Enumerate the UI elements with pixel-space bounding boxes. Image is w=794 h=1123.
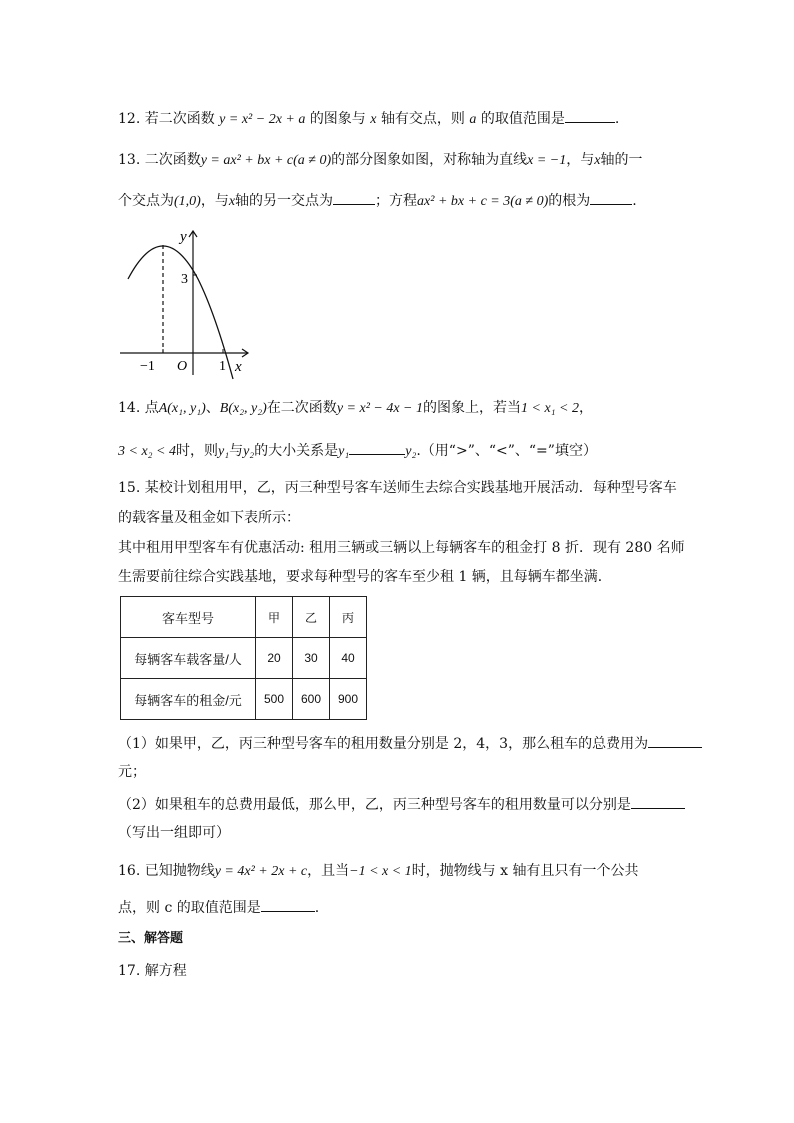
question-15-part-1-unit: 元；: [118, 764, 146, 780]
table-header-cell: 甲: [256, 597, 293, 638]
q12-formula: y = x² − 2x + a: [219, 112, 306, 127]
tick-label-1: 1: [219, 359, 226, 374]
q14-answer-blank[interactable]: [349, 440, 405, 455]
question-15-part-2-note: （写出一组即可）: [118, 825, 230, 841]
q13-answer-blank-2[interactable]: [590, 190, 632, 205]
y-axis-label: y: [180, 229, 187, 245]
table-cell: 每辆客车载客量/人: [121, 638, 256, 679]
table-header-cell: 丙: [330, 597, 367, 638]
table-cell: 900: [330, 679, 367, 720]
q13-point: (1,0): [174, 194, 201, 209]
table-cell: 500: [256, 679, 293, 720]
table-row: [121, 679, 367, 720]
q16-parabola: y = 4x² + 2x + c: [214, 864, 308, 879]
q12-number: 12.: [118, 111, 141, 127]
question-13-line-2: 个交点为(1,0)，与x轴的另一交点为 ；方程ax² + bx + c = 3(a ≠ 0)的根为 .: [118, 190, 637, 212]
table-cell: 20: [256, 638, 293, 679]
question-15-line-4: 生需要前往综合实践基地，要求每种型号的客车至少租 1 辆，且每辆车都坐满．: [118, 569, 612, 585]
table-row: [121, 597, 367, 638]
q14-function: y = x² − 4x − 1: [336, 401, 423, 416]
q13-equation: ax² + bx + c = 3(a ≠ 0): [417, 194, 549, 209]
q16-answer-blank[interactable]: [261, 897, 315, 912]
q14-point-b: B(x₂, y₂): [219, 401, 267, 416]
table-header-cell: 乙: [293, 597, 330, 638]
question-15-part-1: （1）如果甲，乙，丙三种型号客车的租用数量分别是 2，4，3，那么租车的总费用为: [118, 733, 702, 754]
question-12: 12. 若二次函数 y = x² − 2x + a 的图象与 x 轴有交点，则 a 的取值范围是 .: [118, 108, 619, 130]
q12-text: 若二次函数: [144, 111, 215, 127]
tick-label-neg1: −1: [140, 359, 155, 374]
q13-function: y = ax² + bx + c(a ≠ 0): [200, 153, 332, 168]
q12-text: 的取值范围是: [480, 111, 565, 127]
table-cell: 30: [293, 638, 330, 679]
table-row: [121, 638, 367, 679]
question-14-line-2: 3 < x₂ < 4时，则y₁与y₂的大小关系是y₁ y₂.（用“>”、“<”、“=”填空）: [118, 440, 597, 462]
question-15-line-2: 的载客量及租金如下表所示：: [118, 510, 300, 526]
question-15-line-1: 15. 某校计划租用甲，乙，丙三种型号客车送师生去综合实践基地开展活动．每种型号客车: [118, 480, 677, 496]
table-cell: 每辆客车的租金/元: [121, 679, 256, 720]
question-16-line-1: 16. 已知抛物线y = 4x² + 2x + c，且当−1 < x < 1时，抛物线与 x 轴有且只有一个公共: [118, 863, 639, 879]
question-13-line-1: 13. 二次函数y = ax² + bx + c(a ≠ 0)的部分图象如图，对称轴为直线x = −1，与x轴的一: [118, 152, 643, 168]
q12-var-a: a: [469, 112, 477, 127]
x-axis-label: x: [235, 359, 242, 375]
question-15-line-3: 其中租用甲型客车有优惠活动: 租用三辆或三辆以上每辆客车的租金打 8 折．现有 280 名师: [118, 540, 685, 556]
section-heading: 三、解答题: [118, 931, 184, 946]
q12-answer-blank[interactable]: [565, 108, 615, 123]
q15-answer-blank-2[interactable]: [631, 794, 685, 809]
table-header-cell: 客车型号: [121, 597, 256, 638]
table-cell: 600: [293, 679, 330, 720]
tick-label-3: 3: [181, 272, 188, 287]
bus-rental-table: [120, 596, 367, 720]
q12-var-x: x: [370, 112, 377, 127]
q12-text: 轴有交点，则: [380, 111, 465, 127]
question-15-part-2: （2）如果租车的总费用最低，那么甲，乙，丙三种型号客车的租用数量可以分别是: [118, 794, 685, 815]
q14-point-a: A(x₁, y₁): [158, 401, 206, 416]
origin-label: O: [177, 359, 188, 374]
q12-text: 的图象与: [309, 111, 366, 127]
q13-answer-blank-1[interactable]: [333, 190, 375, 205]
question-17: 17. 解方程: [118, 963, 187, 979]
question-14-line-1: 14. 点A(x₁, y₁)、B(x₂, y₂)在二次函数y = x² − 4x − 1的图象上，若当1 < x₁ < 2，: [118, 400, 593, 416]
parabola-graph: [118, 225, 258, 383]
q15-answer-blank-1[interactable]: [648, 733, 702, 748]
table-cell: 40: [330, 638, 367, 679]
question-16-line-2: 点，则 c 的取值范围是 .: [118, 897, 319, 918]
q13-axis: x = −1: [527, 153, 567, 168]
